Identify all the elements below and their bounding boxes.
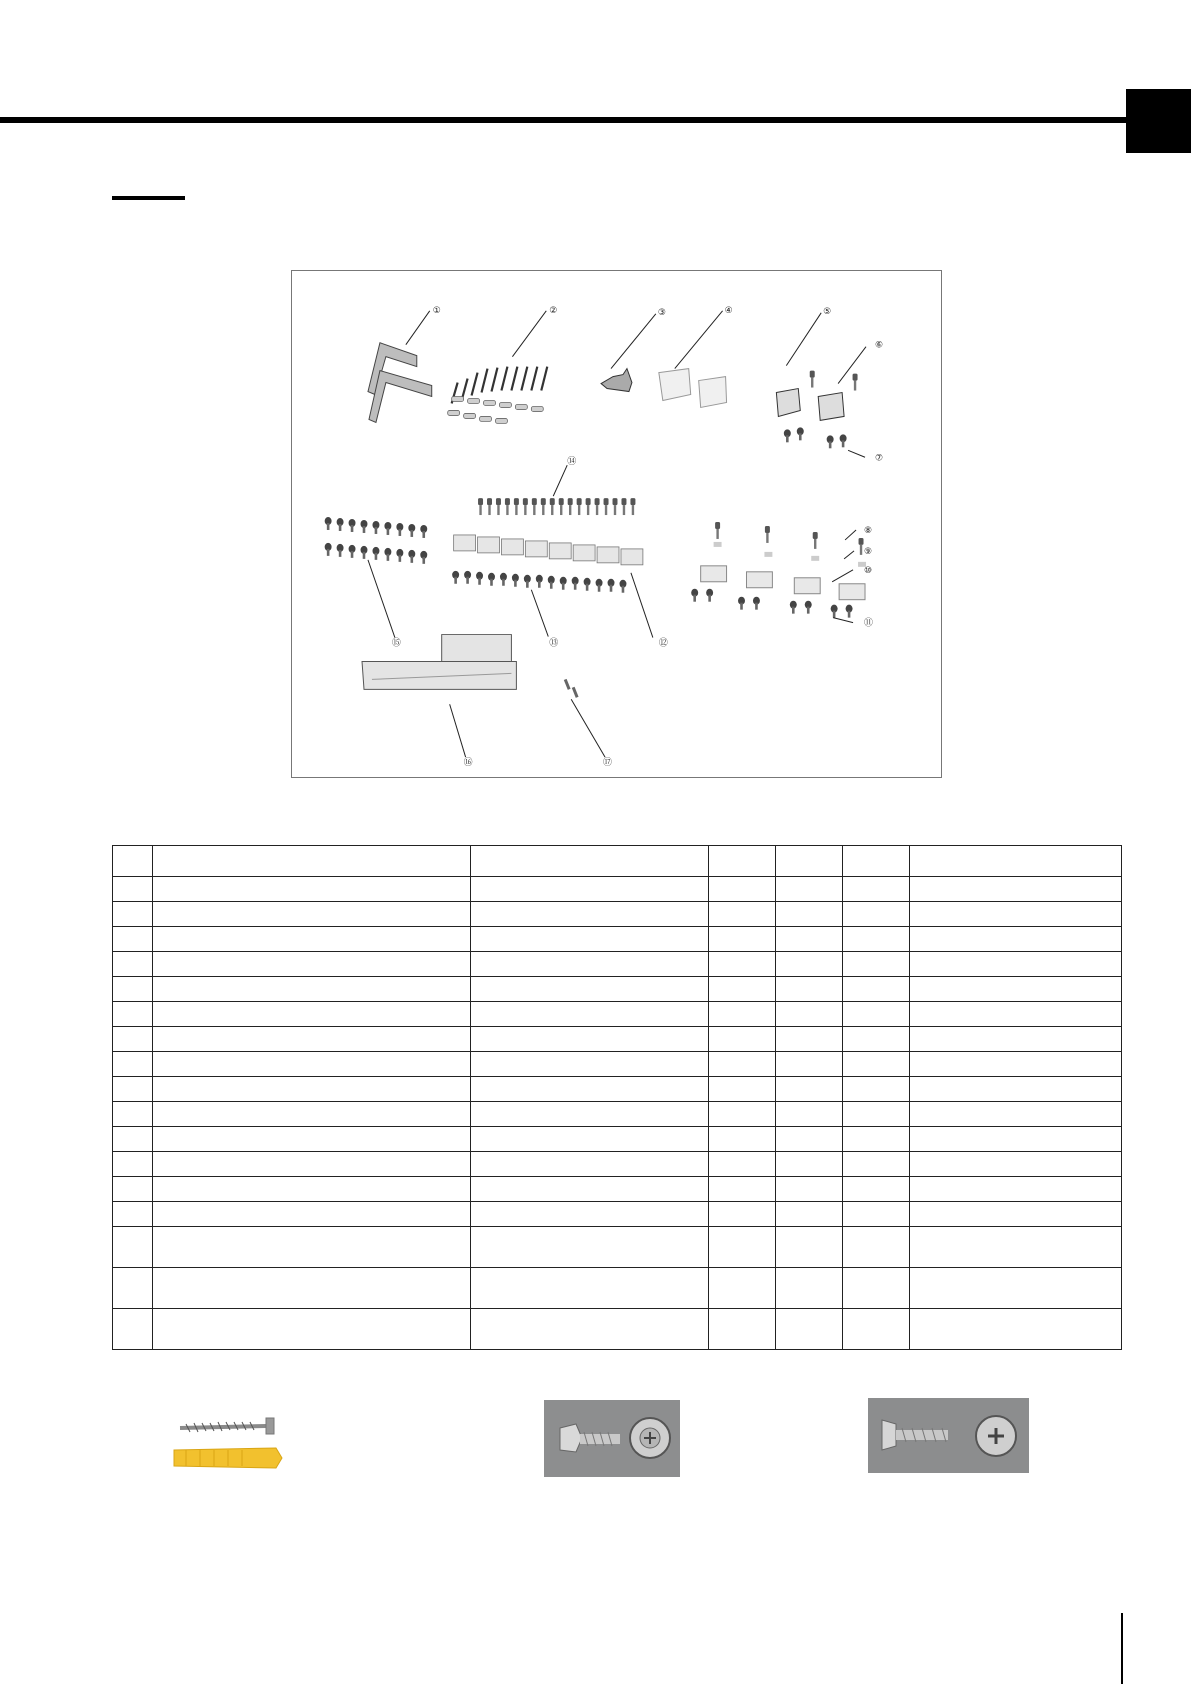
table-cell [471, 1227, 709, 1268]
table-cell [471, 977, 709, 1002]
table-cell [843, 1127, 910, 1152]
table-cell [471, 927, 709, 952]
callout-2: ② [549, 305, 558, 316]
table-row [113, 927, 1122, 952]
table-cell [910, 1177, 1122, 1202]
table-cell [153, 977, 471, 1002]
parts-list-table [112, 845, 1122, 1350]
table-cell [910, 1309, 1122, 1350]
table-cell [471, 1202, 709, 1227]
table-row [113, 877, 1122, 902]
table-cell [910, 877, 1122, 902]
table-row [113, 952, 1122, 977]
table-cell [776, 1227, 843, 1268]
table-cell [709, 1227, 776, 1268]
table-cell [709, 1202, 776, 1227]
table-cell [776, 1077, 843, 1102]
table-cell [113, 1202, 153, 1227]
callout-16: ⑯ [463, 758, 473, 769]
table-cell [471, 1077, 709, 1102]
table-cell [843, 1227, 910, 1268]
table-row [113, 1309, 1122, 1350]
callout-1: ① [432, 305, 441, 316]
table-cell [113, 1027, 153, 1052]
table-cell [113, 977, 153, 1002]
table-cell [910, 952, 1122, 977]
callout-3: ③ [657, 307, 666, 318]
part-long-bolts [452, 367, 548, 404]
table-cell [843, 977, 910, 1002]
table-cell [776, 1027, 843, 1052]
table-cell [153, 902, 471, 927]
table-cell [113, 1227, 153, 1268]
table-cell [843, 1152, 910, 1177]
table-cell [709, 1127, 776, 1152]
table-cell [843, 1202, 910, 1227]
callout-13: ⑬ [549, 638, 559, 649]
table-cell [153, 1052, 471, 1077]
table-cell [471, 1309, 709, 1350]
table-cell [843, 1102, 910, 1127]
table-cell [776, 952, 843, 977]
table-cell [153, 1077, 471, 1102]
table-cell [843, 1268, 910, 1309]
table-cell [843, 1077, 910, 1102]
part-l-brackets [368, 343, 432, 423]
section-title-underline [112, 196, 185, 200]
table-cell [153, 846, 471, 877]
table-row [113, 1202, 1122, 1227]
table-cell [113, 1309, 153, 1350]
part-short-screws-7 [784, 427, 847, 448]
table-cell [910, 1268, 1122, 1309]
table-cell [709, 927, 776, 952]
part-angle-brackets [776, 371, 857, 421]
table-cell [113, 1127, 153, 1152]
callout-15: ⑮ [391, 638, 401, 649]
table-cell [709, 1177, 776, 1202]
table-row [113, 1027, 1122, 1052]
table-cell [776, 1177, 843, 1202]
parts-diagram [291, 270, 942, 778]
table-cell [776, 877, 843, 902]
table-cell [113, 877, 153, 902]
table-row [113, 1002, 1122, 1027]
table-cell [910, 927, 1122, 952]
table-cell [843, 877, 910, 902]
table-cell [153, 1309, 471, 1350]
table-row [113, 1052, 1122, 1077]
table-cell [153, 1227, 471, 1268]
table-cell [113, 1177, 153, 1202]
table-cell [153, 1177, 471, 1202]
table-row [113, 1227, 1122, 1268]
table-cell [709, 846, 776, 877]
photo-countersunk-screw [868, 1398, 1029, 1473]
table-cell [843, 1027, 910, 1052]
table-row [113, 902, 1122, 927]
table-cell [709, 877, 776, 902]
callout-9: ⑨ [864, 546, 873, 557]
part-white-clips [659, 369, 727, 408]
callout-11: ⑪ [864, 618, 873, 629]
page-edge-rule [1121, 1613, 1123, 1684]
table-cell [709, 1102, 776, 1127]
table-cell [910, 1102, 1122, 1127]
table-cell [471, 877, 709, 902]
countersunk-phillips-screw-icon [868, 1398, 1029, 1473]
part-screw-row-13 [452, 571, 626, 593]
table-cell [153, 1027, 471, 1052]
table-cell [709, 1309, 776, 1350]
table-cell [471, 1102, 709, 1127]
table-cell [471, 1152, 709, 1177]
part-pins-17 [565, 679, 577, 697]
table-cell [153, 1268, 471, 1309]
photo-hex-flange-screw [544, 1400, 680, 1477]
table-cell [843, 927, 910, 952]
table-cell [910, 1227, 1122, 1268]
table-cell [776, 1202, 843, 1227]
table-cell [113, 1152, 153, 1177]
table-header-row [113, 846, 1122, 877]
table-row [113, 977, 1122, 1002]
table-cell [910, 977, 1122, 1002]
table-row [113, 1152, 1122, 1177]
table-row [113, 1077, 1122, 1102]
table-cell [153, 877, 471, 902]
table-cell [709, 977, 776, 1002]
table-cell [709, 902, 776, 927]
table-cell [843, 1309, 910, 1350]
callout-10: ⑩ [864, 565, 873, 576]
table-cell [843, 846, 910, 877]
table-cell [843, 1052, 910, 1077]
table-cell [709, 1027, 776, 1052]
table-cell [113, 1002, 153, 1027]
hex-flange-screw-icon [544, 1400, 680, 1477]
table-cell [910, 1002, 1122, 1027]
table-cell [471, 1052, 709, 1077]
part-rail-16 [362, 635, 516, 690]
table-cell [843, 1177, 910, 1202]
part-clip-plates [454, 535, 643, 565]
callout-6: ⑥ [874, 340, 884, 351]
table-cell [776, 977, 843, 1002]
table-cell [153, 952, 471, 977]
table-cell [153, 1152, 471, 1177]
table-cell [776, 846, 843, 877]
table-cell [910, 1127, 1122, 1152]
table-row [113, 1268, 1122, 1309]
table-cell [776, 1102, 843, 1127]
part-bolt-rows-15 [325, 517, 428, 564]
table-cell [113, 1102, 153, 1127]
table-cell [910, 846, 1122, 877]
table-cell [709, 1052, 776, 1077]
callout-12: ⑫ [658, 638, 668, 649]
table-cell [471, 902, 709, 927]
table-cell [471, 846, 709, 877]
screw-with-wall-anchor-icon [166, 1410, 286, 1476]
callout-17: ⑰ [603, 758, 613, 769]
table-cell [910, 1077, 1122, 1102]
table-cell [113, 952, 153, 977]
table-cell [910, 1052, 1122, 1077]
table-row [113, 1177, 1122, 1202]
table-cell [471, 1268, 709, 1309]
table-row [113, 1102, 1122, 1127]
parts-table-body [113, 846, 1122, 1350]
table-cell [776, 1309, 843, 1350]
table-row [113, 1127, 1122, 1152]
table-cell [153, 927, 471, 952]
part-small-bracket [601, 369, 632, 392]
table-cell [910, 1152, 1122, 1177]
table-cell [776, 927, 843, 952]
table-cell [776, 902, 843, 927]
callout-5: ⑤ [823, 306, 832, 317]
table-cell [471, 1002, 709, 1027]
table-cell [113, 1077, 153, 1102]
table-cell [113, 1052, 153, 1077]
table-cell [471, 1177, 709, 1202]
table-cell [709, 1152, 776, 1177]
chapter-tab [1126, 89, 1191, 153]
table-cell [709, 1077, 776, 1102]
table-cell [113, 846, 153, 877]
table-cell [153, 1202, 471, 1227]
callout-7: ⑦ [874, 453, 884, 464]
table-cell [113, 902, 153, 927]
table-cell [153, 1127, 471, 1152]
table-cell [843, 1002, 910, 1027]
table-cell [843, 952, 910, 977]
table-cell [910, 902, 1122, 927]
callout-4: ④ [724, 305, 733, 316]
table-cell [776, 1152, 843, 1177]
table-cell [709, 1268, 776, 1309]
table-cell [910, 1027, 1122, 1052]
table-cell [776, 1127, 843, 1152]
table-cell [113, 1268, 153, 1309]
table-cell [471, 952, 709, 977]
table-cell [843, 902, 910, 927]
table-cell [471, 1027, 709, 1052]
table-cell [113, 927, 153, 952]
part-bolt-sets-8-11 [691, 522, 866, 618]
part-anchors [448, 397, 544, 424]
table-cell [776, 1268, 843, 1309]
table-cell [910, 1202, 1122, 1227]
callout-14: ⑭ [567, 457, 577, 468]
callout-8: ⑧ [864, 525, 873, 536]
table-cell [153, 1102, 471, 1127]
table-cell [471, 1127, 709, 1152]
table-cell [776, 1002, 843, 1027]
table-cell [709, 1002, 776, 1027]
parts-diagram-svg [292, 271, 941, 777]
table-cell [709, 952, 776, 977]
part-screw-row-14 [478, 498, 635, 515]
table-cell [776, 1052, 843, 1077]
header-rule [0, 117, 1128, 123]
table-cell [153, 1002, 471, 1027]
photo-screw-and-anchor [166, 1410, 286, 1476]
